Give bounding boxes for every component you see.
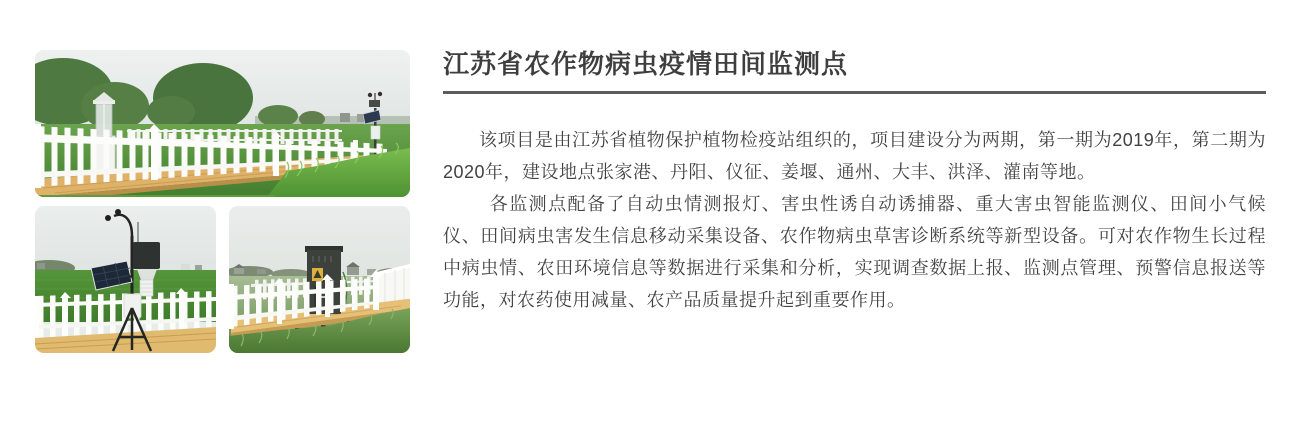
monitoring-cabinet-photo — [229, 206, 410, 353]
field-panorama-photo — [35, 50, 410, 197]
page-title: 江苏省农作物病虫疫情田间监测点 — [443, 49, 849, 79]
photo-gallery — [35, 50, 410, 353]
photo-row — [35, 206, 410, 353]
paragraph-equipment-functions: 各监测点配备了自动虫情测报灯、害虫性诱自动诱捕器、重大害虫智能监测仪、田间小气候仪、田间病虫害发生信息移动采集设备、农作物病虫草害诊断系统等新型设备。可对农作物生长过程中病虫情、农田环境信息等数据进行采集和分析，实现调查数据上报、监测点管理、预警信息报送等功能，对农药使用减量、农产品质量提升起到重要作用。 — [443, 194, 1266, 310]
weather-station-photo — [35, 206, 216, 353]
title-divider — [443, 91, 1266, 94]
monitoring-cabinet-scene — [229, 206, 410, 353]
article — [443, 47, 1266, 316]
paragraph-project-overview: 该项目是由江苏省植物保护植物检疫站组织的，项目建设分为两期，第一期为2019年，第二期为2020年，建设地点张家港、丹阳、仪征、姜堰、通州、大丰、洪泽、灌南等地。 — [443, 130, 1266, 182]
field-panorama-scene — [35, 50, 410, 197]
weather-station-scene — [35, 206, 216, 353]
